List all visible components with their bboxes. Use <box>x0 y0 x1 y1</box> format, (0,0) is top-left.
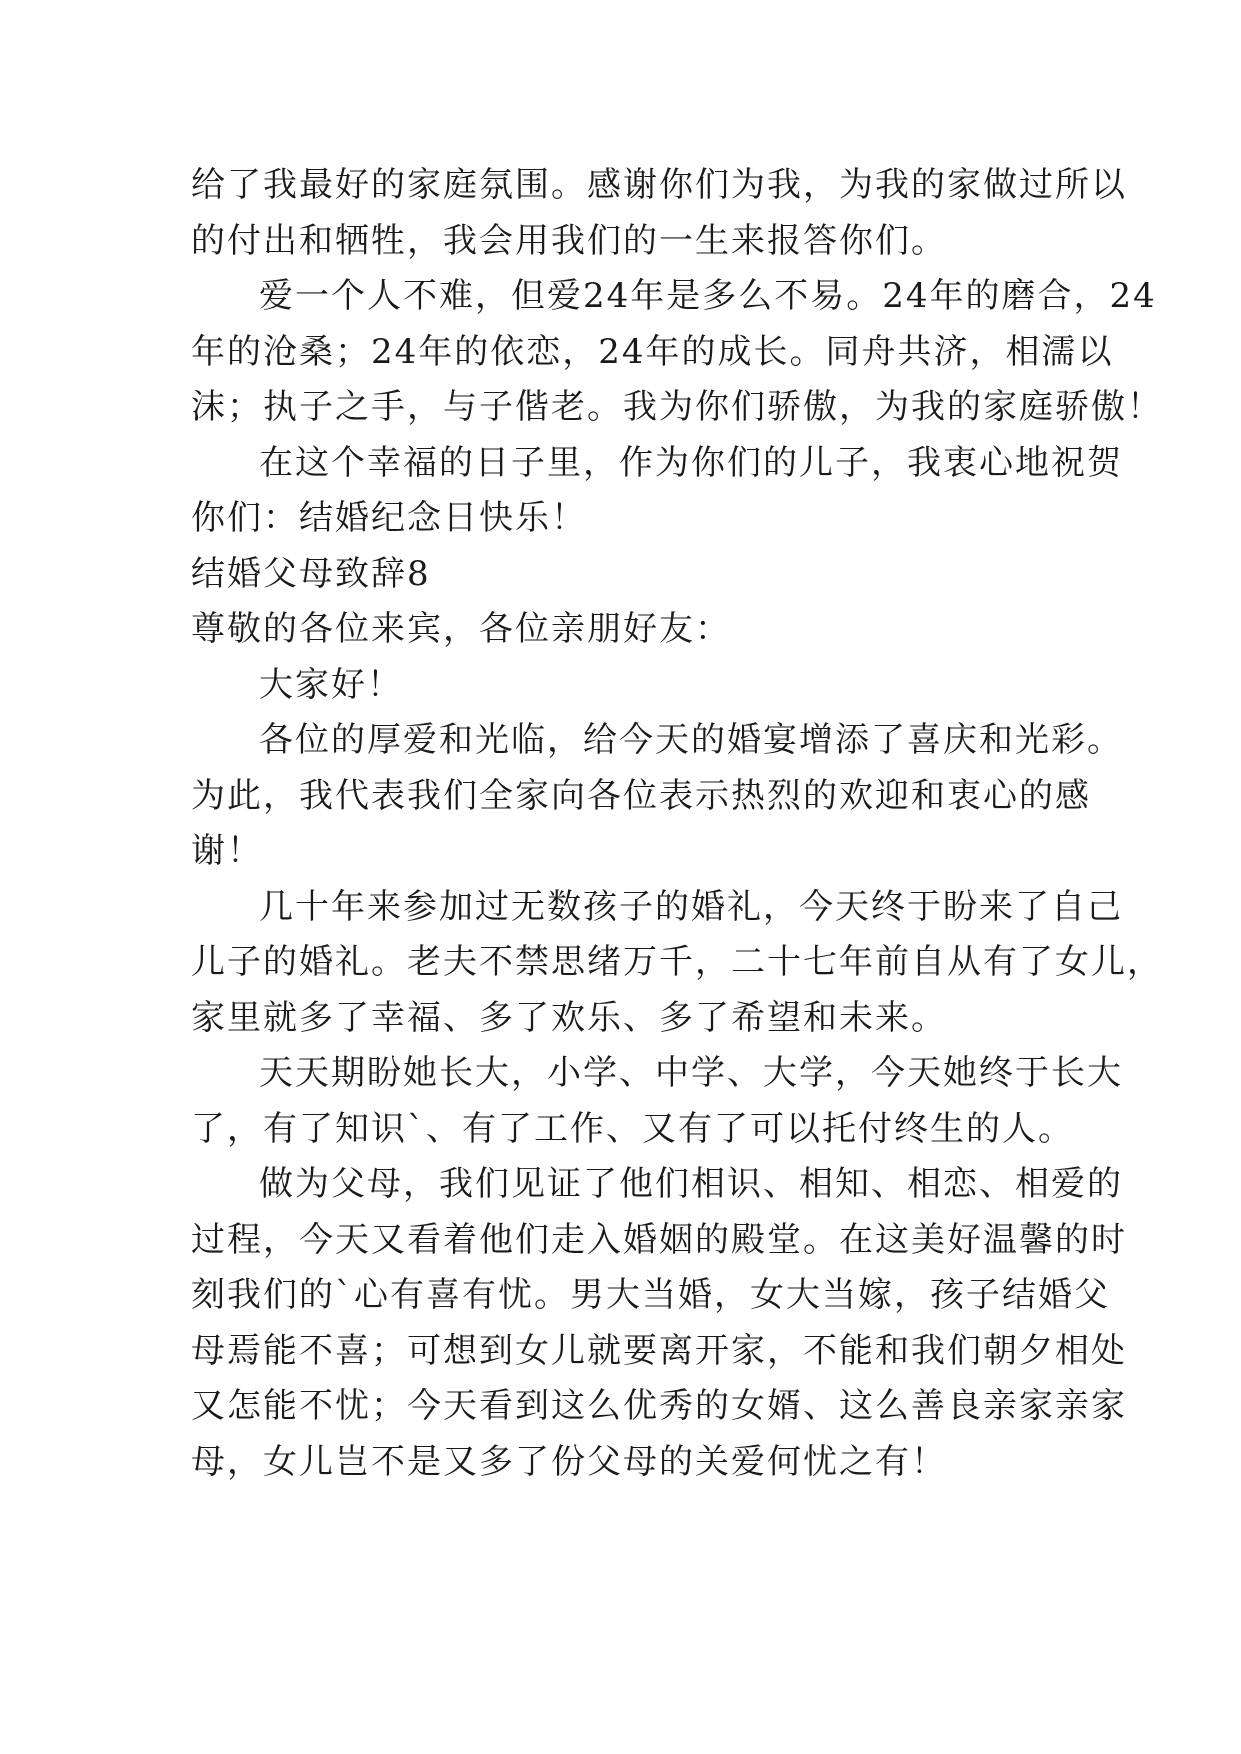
text-line: 儿子的婚礼。老夫不禁思绪万千，二十七年前自从有了女儿， <box>191 942 1163 982</box>
text-line: 爱一个人不难，但爱24年是多么不易。24年的磨合，24 <box>259 276 1157 316</box>
text-line: 谢！ <box>191 831 263 871</box>
text-line: 的付出和牺牲，我会用我们的一生来报答你们。 <box>191 220 947 261</box>
salutation: 尊敬的各位来宾，各位亲朋好友： <box>191 609 731 649</box>
text-line: 刻我们的`心有喜有忧。男大当婚，女大当嫁，孩子结婚父 <box>191 1275 1110 1315</box>
text-line: 又怎能不忧；今天看到这么优秀的女婿、这么善良亲家亲家 <box>191 1386 1127 1426</box>
text-line: 年的沧桑；24年的依恋，24年的成长。同舟共济，相濡以 <box>191 331 1114 372</box>
text-line: 做为父母，我们见证了他们相识、相知、相恋、相爱的 <box>259 1164 1123 1204</box>
greeting: 大家好！ <box>259 664 403 705</box>
text-line: 天天期盼她长大，小学、中学、大学，今天她终于长大 <box>259 1053 1123 1093</box>
text-line: 你们：结婚纪念日快乐！ <box>191 498 587 538</box>
text-line: 母，女儿岂不是又多了份父母的关爱何忧之有！ <box>191 1441 947 1482</box>
text-line: 在这个幸福的日子里，作为你们的儿子，我衷心地祝贺 <box>259 442 1123 483</box>
section-heading: 结婚父母致辞8 <box>191 553 431 594</box>
text-line: 几十年来参加过无数孩子的婚礼，今天终于盼来了自己 <box>259 886 1123 927</box>
text-line: 母焉能不喜；可想到女儿就要离开家，不能和我们朝夕相处 <box>191 1330 1127 1371</box>
text-line: 沫；执子之手，与子偕老。我为你们骄傲，为我的家庭骄傲！ <box>191 387 1163 427</box>
text-line: 家里就多了幸福、多了欢乐、多了希望和未来。 <box>191 997 947 1038</box>
text-line: 了，有了知识`、有了工作、又有了可以托付终生的人。 <box>191 1108 1074 1149</box>
text-line: 各位的厚爱和光临，给今天的婚宴增添了喜庆和光彩。 <box>259 720 1123 760</box>
text-line: 给了我最好的家庭氛围。感谢你们为我，为我的家做过所以 <box>191 165 1127 205</box>
text-line: 过程，今天又看着他们走入婚姻的殿堂。在这美好温馨的时 <box>191 1219 1127 1260</box>
text-line: 为此，我代表我们全家向各位表示热烈的欢迎和衷心的感 <box>191 775 1091 816</box>
document-body <box>191 158 1163 1490</box>
